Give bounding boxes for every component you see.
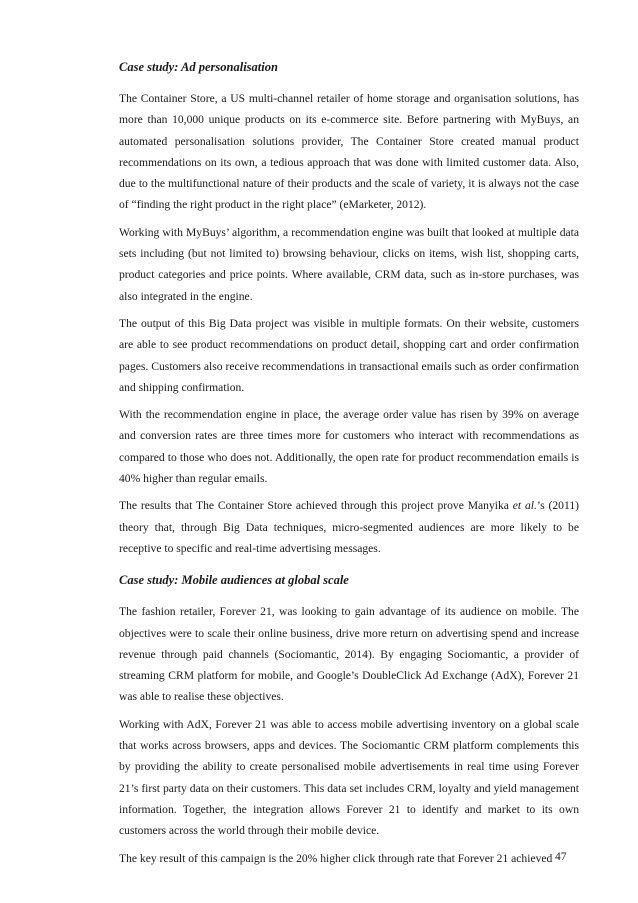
paragraph: Working with MyBuys’ algorithm, a recommendation engine was built that looked at multiple data sets including (but not limited to) browsing behaviour, clicks on items, wish list, shopping carts, product categories and price points. Where available, CRM data, such as in-store purchases, was also integrated in the engine. xyxy=(119,225,579,303)
paragraph: Working with AdX, Forever 21 was able to access mobile advertising inventory on a global scale that works across browsers, apps and devices. The Sociomantic CRM platform complements this by providing the ability to create personalised mobile advertisements in real time using Forever 21’s first party data on their customers. This data set includes CRM, loyalty and yield management information. Together, the integration allows Forever 21 to identify and market to its own customers across the world through their mobile device. xyxy=(119,717,579,838)
paragraph: The output of this Big Data project was visible in multiple formats. On their website, customers are able to see product recommendations on product detail, shopping cart and order confirmation pages. Customers also receive recommendations in transactional emails such as order confirmation and shipping confirmation. xyxy=(119,316,579,394)
paragraph: With the recommendation engine in place, the average order value has risen by 39% on average and conversion rates are three times more for customers who interact with recommendations as compared to those who does not. Additionally, the open rate for product recommendation emails is 40% higher than regular emails. xyxy=(119,408,579,486)
page-number: 47 xyxy=(555,851,567,863)
section-heading-ad-personalisation: Case study: Ad personalisation xyxy=(119,60,278,74)
text-run: ’s (2011) theory that, through Big Data techniques, micro-segmented audiences are more likely to be receptive to specific and real-time advertising messages. xyxy=(119,499,579,555)
paragraph: The fashion retailer, Forever 21, was looking to gain advantage of its audience on mobile. The objectives were to scale their online business, drive more return on advertising spend and increase revenue through paid channels (Sociomantic, 2014). By engaging Sociomantic, a provider of streaming CRM platform for mobile, and Google’s DoubleClick Ad Exchange (AdX), Forever 21 was able to realise these objectives. xyxy=(119,605,579,704)
text-run: The results that The Container Store achieved through this project prove Manyika xyxy=(119,499,513,513)
paragraph: The Container Store, a US multi-channel retailer of home storage and organisation solutions, has more than 10,000 unique products on its e-commerce site. Before partnering with MyBuys, an automated personalisation solutions provider, The Container Store created manual product recommendations on its own, a tedious approach that was done with limited customer data. Also, due to the multifunctional nature of their products and the scale of variety, it is always not the case of “finding the right product in the right place” (eMarketer, 2012). xyxy=(119,92,579,212)
paragraph-results xyxy=(119,495,579,559)
paragraph: The key result of this campaign is the 20% higher click through rate that Forever 21 achieved xyxy=(119,851,553,865)
section-heading-mobile-audiences: Case study: Mobile audiences at global scale xyxy=(119,573,349,588)
document-page xyxy=(119,58,579,875)
italic-citation: et al. xyxy=(512,499,537,513)
